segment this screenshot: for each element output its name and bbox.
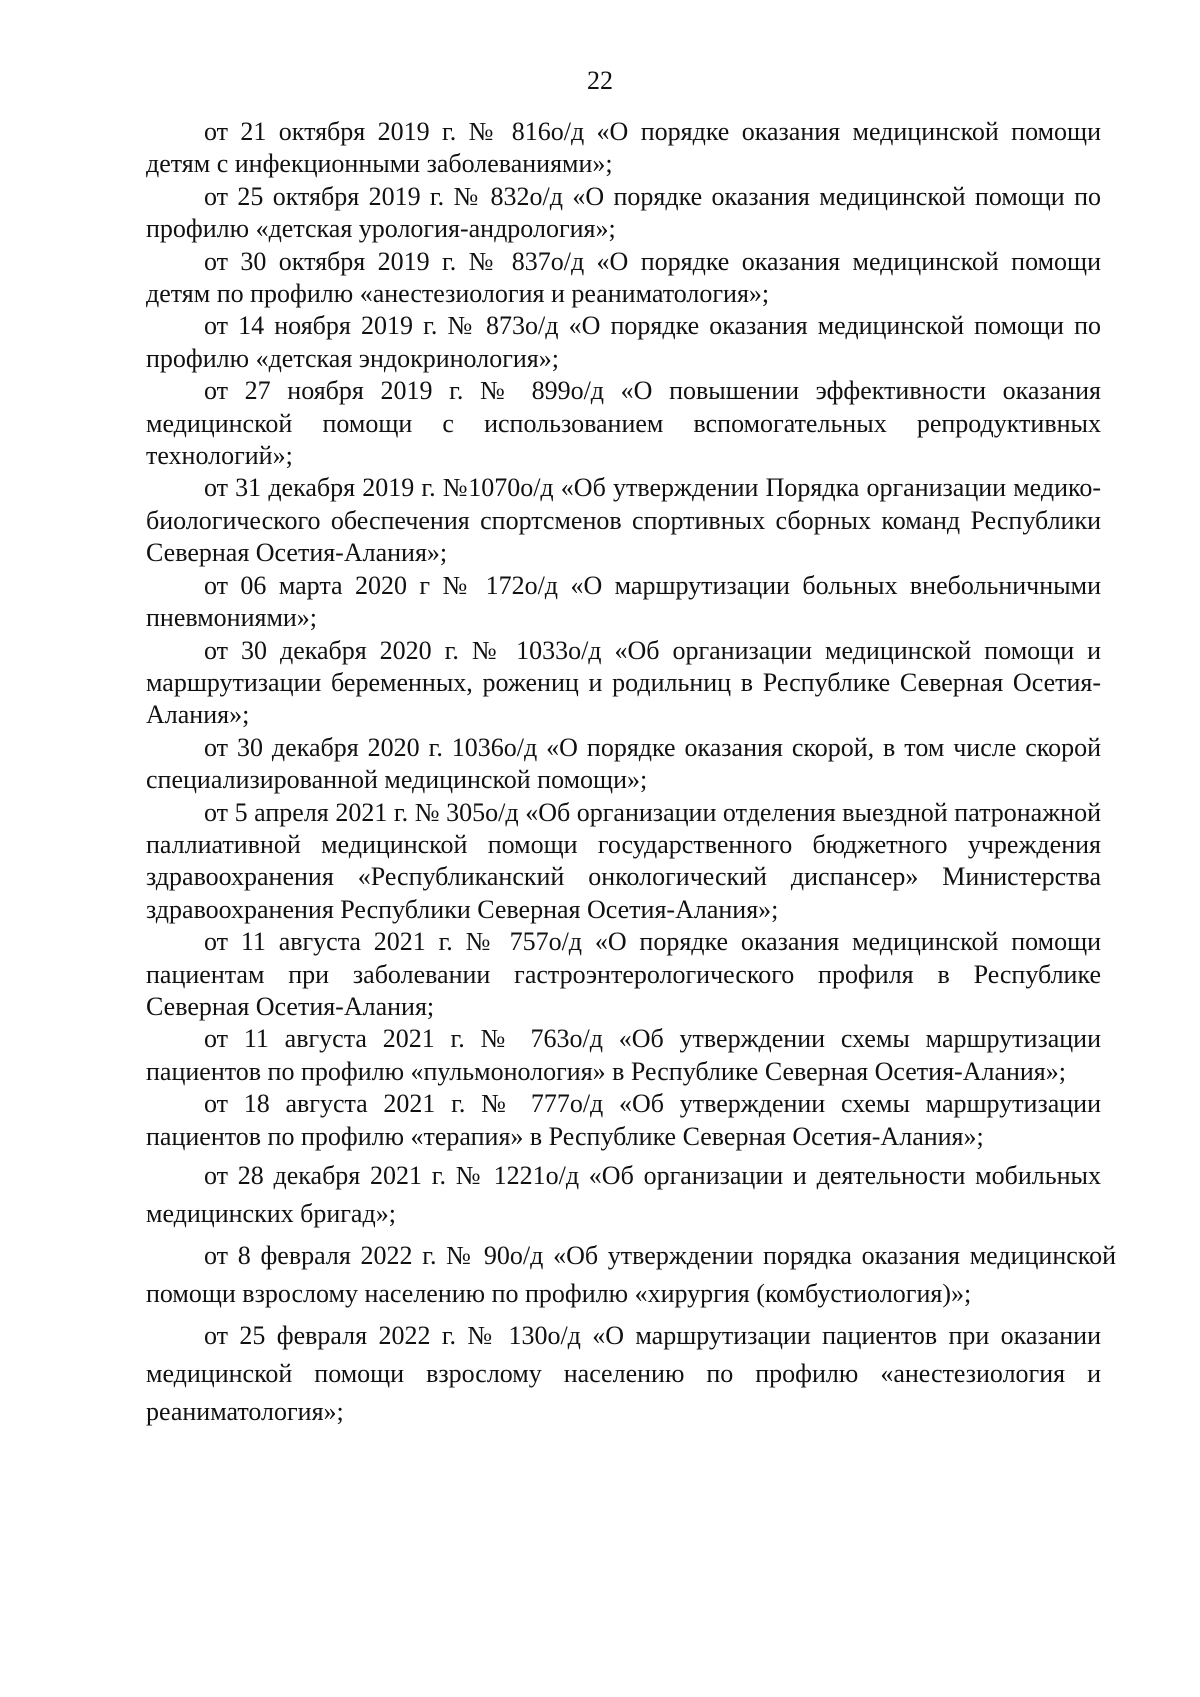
list-item: от 25 февраля 2022 г. № 130о/д «О маршрутизации пациентов при оказании медицинской помощи взрослому населению по профилю «анестезиология и реаниматология»; <box>146 1321 1101 1426</box>
list-item: от 27 ноября 2019 г. № 899о/д «О повышении эффективности оказания медицинской помощи с использованием вспомогательных репродуктивных технологий»; <box>146 376 1101 471</box>
order-list <box>146 116 1116 1431</box>
list-item: от 11 августа 2021 г. № 757о/д «О порядке оказания медицинской помощи пациентам при заболевании гастроэнтерологического профиля в Республике Северная Осетия-Алания; <box>146 927 1101 1021</box>
list-item: от 28 декабря 2021 г. № 1221о/д «Об организации и деятельности мобильных медицинских бригад»; <box>146 1161 1101 1228</box>
list-item: от 21 октября 2019 г. № 816о/д «О порядке оказания медицинской помощи детям с инфекционными заболеваниями»; <box>146 117 1101 179</box>
list-item: от 5 апреля 2021 г. № 305о/д «Об организации отделения выездной патронажной паллиативной медицинской помощи государственного бюджетного учреждения здравоохранения «Республиканский онкологический диспансер» Министерства здравоохранения Республики Северная Осетия-Алания»; <box>146 797 1101 924</box>
list-item: от 18 августа 2021 г. № 777о/д «Об утверждении схемы маршрутизации пациентов по профилю «терапия» в Республике Северная Осетия-Алания»; <box>146 1089 1101 1151</box>
list-item: от 14 ноября 2019 г. № 873о/д «О порядке оказания медицинской помощи по профилю «детская эндокринология»; <box>146 311 1101 373</box>
list-item: от 11 августа 2021 г. № 763о/д «Об утверждении схемы маршрутизации пациентов по профилю «пульмонология» в Республике Северная Осетия-Алания»; <box>146 1024 1101 1086</box>
list-item: от 30 октября 2019 г. № 837о/д «О порядке оказания медицинской помощи детям по профилю «анестезиология и реаниматология»; <box>146 246 1101 309</box>
page-number: 22 <box>587 66 613 95</box>
list-item: от 31 декабря 2019 г. №1070о/д «Об утверждении Порядка организации медико-биологического обеспечения спортсменов спортивных сборных команд Республики Северная Осетия-Алания»; <box>146 473 1101 568</box>
list-item: от 30 декабря 2020 г. 1036о/д «О порядке оказания скорой, в том числе скорой специализированной медицинской помощи»; <box>146 732 1101 795</box>
list-item: от 06 марта 2020 г № 172о/д «О маршрутизации больных внебольничными пневмониями»; <box>146 570 1101 633</box>
list-item: от 25 октября 2019 г. № 832о/д «О порядке оказания медицинской помощи по профилю «детская урология-андрология»; <box>146 181 1101 244</box>
list-item: от 8 февраля 2022 г. № 90о/д «Об утверждении порядка оказания медицинской помощи взрослому населению по профилю «хирургия (комбустиология)»; <box>146 1241 1116 1308</box>
list-item: от 30 декабря 2020 г. № 1033о/д «Об организации медицинской помощи и маршрутизации беременных, рожениц и родильниц в Республике Северная Осетия-Алания»; <box>146 635 1101 730</box>
